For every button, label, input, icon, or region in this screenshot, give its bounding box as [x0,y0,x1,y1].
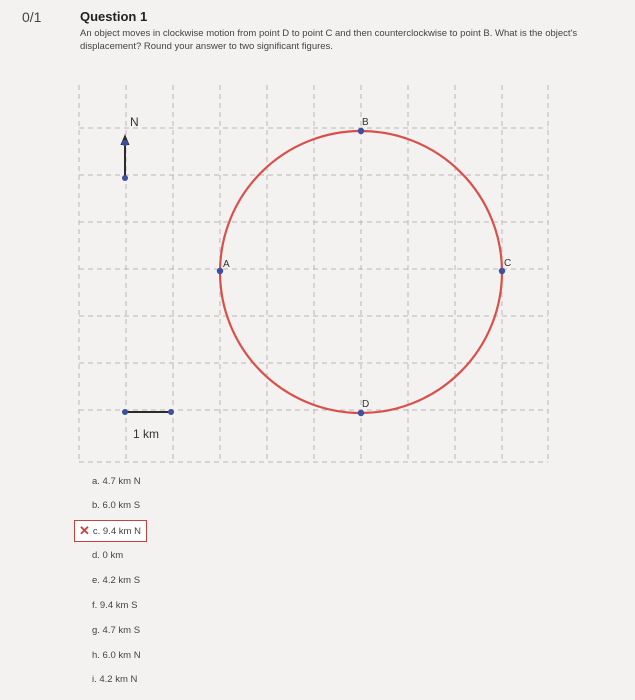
answer-option-g[interactable] [92,625,140,636]
point-C-label: C [504,258,512,269]
answer-option-a[interactable] [92,476,141,487]
answer-label: f. 9.4 km S [92,600,138,611]
scale-start-dot [122,409,128,415]
score-indicator: 0/1 [22,9,42,25]
answer-label: e. 4.2 km S [92,575,141,586]
incorrect-x-icon: ✕ [79,523,90,538]
point-B-label: B [362,117,369,128]
north-label: N [130,115,139,129]
answer-label: c. 9.4 km N [92,526,141,537]
answer-option-f[interactable] [92,600,137,611]
answer-label: d. 0 km [92,550,124,561]
answer-label: g. 4.7 km S [92,625,141,636]
answer-option-i[interactable] [92,674,137,685]
answer-option-d[interactable] [92,550,123,561]
answer-label: i. 4.2 km N [92,674,138,685]
answer-label: b. 6.0 km S [92,500,141,511]
answer-label: h. 6.0 km N [92,650,141,661]
scale-bar [122,409,174,441]
arrow-base-dot [122,175,128,181]
answer-option-e[interactable] [92,575,140,586]
point-A-label: A [223,259,230,270]
scale-end-dot [168,409,174,415]
point-A [217,259,230,274]
answer-label: a. 4.7 km N [92,476,141,487]
answer-option-h[interactable] [92,650,141,661]
answer-option-b[interactable] [92,500,140,511]
point-D-label: D [362,399,370,410]
arrow-tip-dot [122,140,128,146]
answer-option-c[interactable] [74,520,147,542]
scale-label: 1 km [133,427,160,441]
north-arrow [121,115,139,181]
question-text: An object moves in clockwise motion from point D to point C and then counterclockwise to point B. What is the object's displacement? Round your answer to two significant figures. [80,28,578,52]
question-title: Question 1 [80,9,148,24]
circular-path [220,131,502,413]
